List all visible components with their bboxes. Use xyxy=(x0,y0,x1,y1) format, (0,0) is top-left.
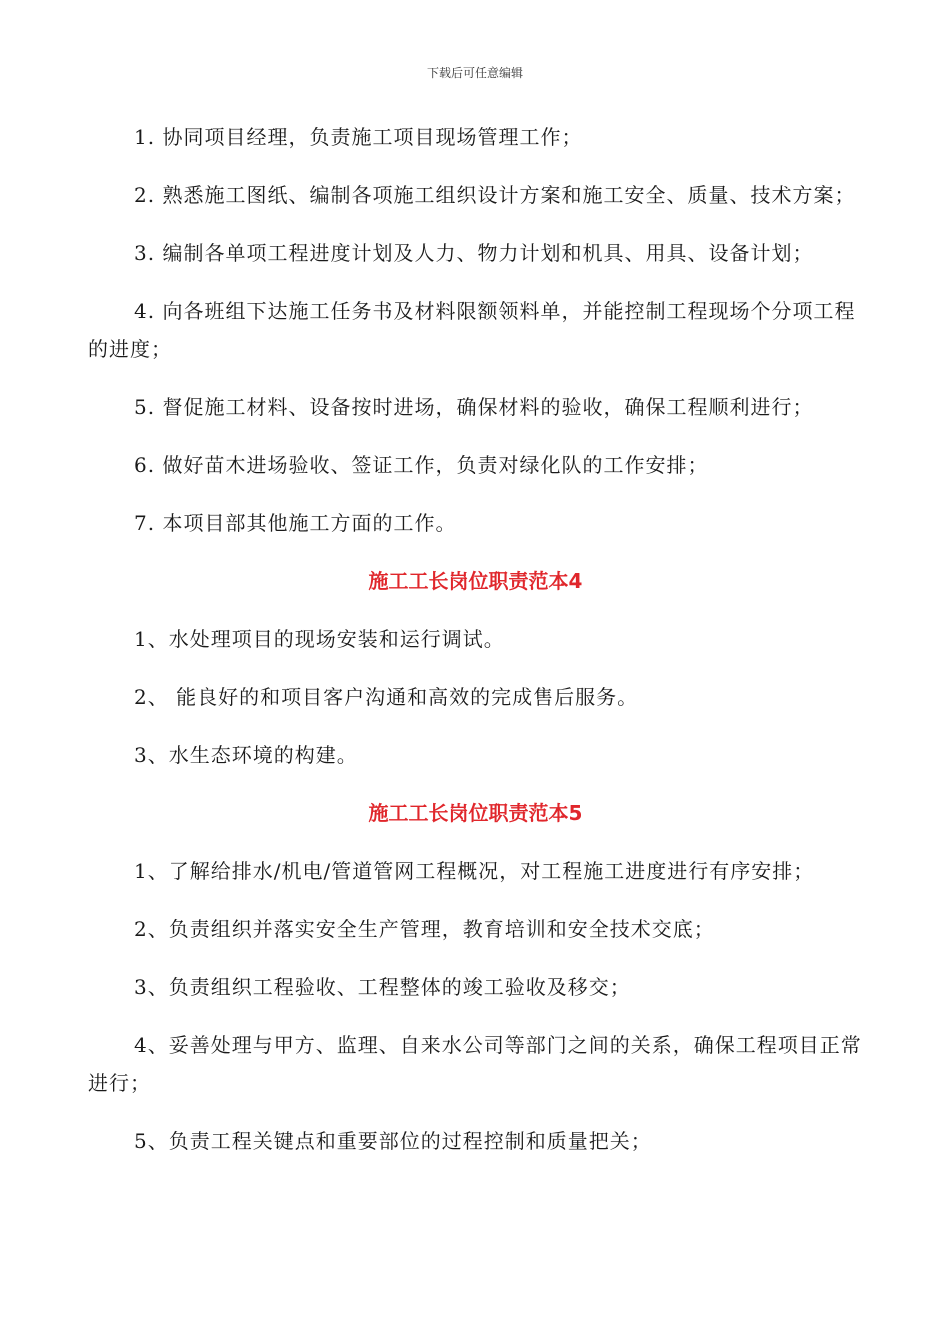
list-item: 6. 做好苗木进场验收、签证工作，负责对绿化队的工作安排； xyxy=(134,453,709,477)
list-item: 3、负责组织工程验收、工程整体的竣工验收及移交； xyxy=(134,975,631,999)
list-item: 5. 督促施工材料、设备按时进场，确保材料的验收，确保工程顺利进行； xyxy=(134,395,814,419)
page-header: 下载后可任意编辑 xyxy=(426,66,523,80)
list-item: 4、妥善处理与甲方、监理、自来水公司等部门之间的关系，确保工程项目正常进行； xyxy=(88,1033,862,1095)
list-item: 4. 向各班组下达施工任务书及材料限额领料单，并能控制工程现场个分项工程的进度； xyxy=(88,299,856,361)
list-item: 3. 编制各单项工程进度计划及人力、物力计划和机具、用具、设备计划； xyxy=(134,241,814,265)
section-5-title: 施工工长岗位职责范本5 xyxy=(368,801,583,825)
list-item: 3、水生态环境的构建。 xyxy=(134,743,358,767)
list-item: 2、 能良好的和项目客户沟通和高效的完成售后服务。 xyxy=(134,685,639,709)
list-item: 2. 熟悉施工图纸、编制各项施工组织设计方案和施工安全、质量、技术方案； xyxy=(134,183,856,207)
list-item: 1、了解给排水/机电/管道管网工程概况，对工程施工进度进行有序安排； xyxy=(134,859,815,883)
list-item: 5、负责工程关键点和重要部位的过程控制和质量把关； xyxy=(134,1129,652,1153)
list-item: 1. 协同项目经理，负责施工项目现场管理工作； xyxy=(134,125,583,149)
document-body xyxy=(88,118,863,1180)
list-item: 2、负责组织并落实安全生产管理，教育培训和安全技术交底； xyxy=(134,917,715,941)
list-item: 7. 本项目部其他施工方面的工作。 xyxy=(134,511,457,535)
list-item: 1、水处理项目的现场安装和运行调试。 xyxy=(134,627,505,651)
section-4-title: 施工工长岗位职责范本4 xyxy=(368,569,583,593)
